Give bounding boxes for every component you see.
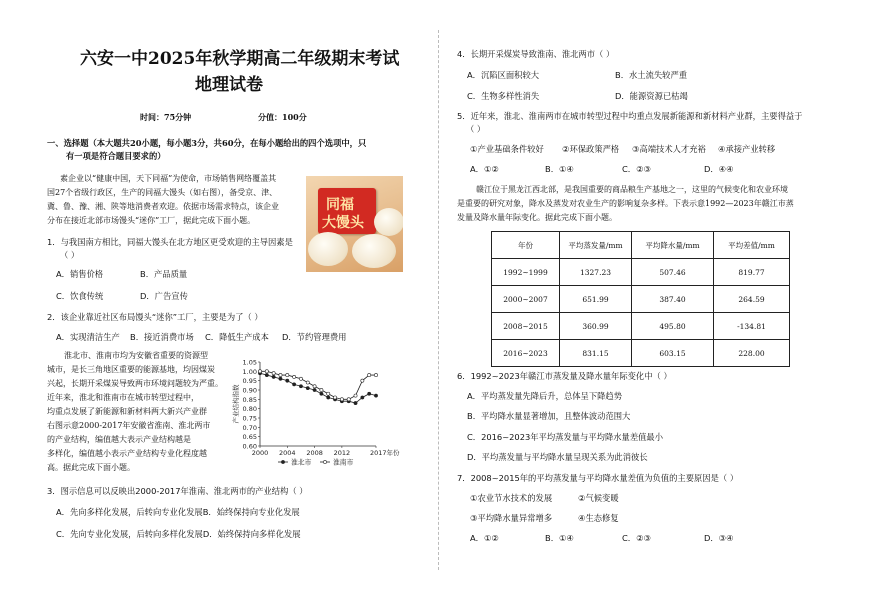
table-cell: 1992~1999 <box>492 259 560 286</box>
data-point-huaibei <box>313 388 316 391</box>
q2-option[interactable]: C．降低生产成本 <box>205 332 269 342</box>
q6-option[interactable]: C．2016~2023年平均蒸发量与平均降水量差值最小 <box>467 432 664 442</box>
q4-option[interactable]: B．水土流失较严重 <box>615 70 688 80</box>
data-point-huainan <box>347 398 350 401</box>
material2-line: 兴起，长期开采煤炭导致两市环境问题较为严重。 <box>47 379 223 388</box>
q4-option[interactable]: D．能源资源已枯竭 <box>615 91 688 101</box>
steamed-bun-photo <box>306 176 403 272</box>
x-tick-label: 2012 <box>333 449 351 457</box>
table-header-cell: 平均降水量/mm <box>632 232 714 259</box>
data-point-huainan <box>272 372 275 375</box>
material2-line: 高。据此完成下面小题。 <box>47 463 135 472</box>
table-header-row <box>492 232 790 259</box>
q1-stem: 1．与我国南方相比，同福大馒头在北方地区更受欢迎的主导因素是 <box>47 237 293 247</box>
data-point-huaibei <box>327 396 330 399</box>
table-cell: 1327.23 <box>560 259 632 286</box>
x-tick-label: 2017年份 <box>370 449 400 457</box>
q5-option[interactable]: C．②③ <box>622 164 651 174</box>
q5-item: ①产业基础条件较好 <box>470 144 544 154</box>
y-tick-label: 0.60 <box>242 442 257 451</box>
q7-option[interactable]: A．①② <box>470 533 499 543</box>
table-cell: 2000~2007 <box>492 286 560 313</box>
y-tick-label: 0.75 <box>242 414 257 423</box>
data-point-huaibei <box>272 375 275 378</box>
data-point-huainan <box>258 370 261 373</box>
q4-stem: 4．长期开采煤炭导致淮南、淮北两市（ ） <box>457 49 615 59</box>
table-header-cell: 平均蒸发量/mm <box>560 232 632 259</box>
data-point-huaibei <box>279 377 282 380</box>
data-point-huaibei <box>293 383 296 386</box>
data-point-huaibei <box>286 379 289 382</box>
table-row <box>492 286 790 313</box>
material3-line: 赣江位于黑龙江西北部，是我国重要的商品粮生产基地之一，这里的气候变化和农业环境 <box>476 185 788 194</box>
y-tick-label: 0.95 <box>242 377 257 386</box>
legend-marker <box>281 460 284 463</box>
q2-option[interactable]: A．实现清洁生产 <box>56 332 120 342</box>
industry-structure-chart <box>226 356 426 468</box>
data-point-huainan <box>368 373 371 376</box>
q7-stem: 7．2008~2015年的平均蒸发量与平均降水量差值为负值的主要原因是（ ） <box>457 473 739 483</box>
series-line-huainan <box>260 371 376 399</box>
q6-option[interactable]: A．平均蒸发量先降后升，总体呈下降趋势 <box>467 391 623 401</box>
q6-option[interactable]: D．平均蒸发量与平均降水量呈现关系为此消彼长 <box>467 452 648 462</box>
q7-item: ③平均降水量异常增多 <box>470 513 553 523</box>
q2-stem: 2．该企业靠近社区布局馒头“迷你”工厂，主要是为了（ ） <box>47 312 263 322</box>
data-point-huaibei <box>374 394 377 397</box>
data-point-huainan <box>374 373 377 376</box>
material2-line: 的产业结构，编值越大表示产业结构越是 <box>47 435 191 444</box>
q5-item: ④承接产业转移 <box>718 144 776 154</box>
q1-option[interactable]: C．饮食传统 <box>56 291 104 301</box>
x-tick-label: 2000 <box>251 449 269 457</box>
y-tick-label: 1.05 <box>242 358 257 367</box>
data-point-huainan <box>265 370 268 373</box>
data-point-huainan <box>320 388 323 391</box>
data-point-huainan <box>306 381 309 384</box>
material1-line: 素企业以“健康中国，天下同福”为使命，市场销售网络覆盖其 <box>60 174 277 183</box>
table-cell: -134.81 <box>714 313 790 340</box>
data-point-huaibei <box>306 387 309 390</box>
q1-stem-paren: （ ） <box>60 250 80 260</box>
table-cell: 651.99 <box>560 286 632 313</box>
table-header-cell: 平均差值/mm <box>714 232 790 259</box>
q5-option[interactable]: A．①② <box>470 164 499 174</box>
q4-option[interactable]: A．沉陷区面积较大 <box>467 70 540 80</box>
data-point-huainan <box>313 385 316 388</box>
material2-line: 均重点发展了新能源和新材料两大新兴产业群 <box>47 407 207 416</box>
table-cell: 2008~2015 <box>492 313 560 340</box>
q5-item: ②环保政策严格 <box>562 144 620 154</box>
section-heading-line2: 有一项是符合题目要求的） <box>66 151 166 161</box>
y-axis-label: 产业结构指数 <box>232 384 240 424</box>
product-box-text: 同福 <box>326 197 354 213</box>
q6-stem: 6．1992~2023年赣江市蒸发量及降水量年际变化中（ ） <box>457 371 672 381</box>
bun-image <box>374 208 403 236</box>
q7-option[interactable]: B．①④ <box>545 533 574 543</box>
table-cell: 387.40 <box>632 286 714 313</box>
material3-line: 发量及降水量年际变化。据此完成下面小题。 <box>457 213 617 222</box>
table-cell: 360.99 <box>560 313 632 340</box>
bun-image <box>352 234 396 268</box>
material2-line: 近年来，淮北和淮南市在城市转型过程中， <box>47 393 199 402</box>
data-point-huaibei <box>320 392 323 395</box>
y-tick-label: 0.85 <box>242 395 257 404</box>
q1-option[interactable]: D．广告宣传 <box>140 291 188 301</box>
table-cell: 507.46 <box>632 259 714 286</box>
legend-label: 淮南市 <box>333 458 354 467</box>
q6-option[interactable]: B．平均降水量显著增加，且整体波动范围大 <box>467 411 631 421</box>
material2-line: 淮北市、淮南市均为安徽省重要的资源型 <box>64 351 208 360</box>
data-point-huainan <box>361 379 364 382</box>
exam-title-line1: 六安一中2025年秋学期高二年级期末考试 <box>80 49 400 69</box>
q7-item: ②气候变暖 <box>578 493 619 503</box>
table-cell: 603.15 <box>632 340 714 367</box>
y-tick-label: 0.80 <box>242 405 257 414</box>
q5-stem: 5．近年来，淮北、淮南两市在城市转型过程中均重点发展新能源和新材料产业群，主要得益于 <box>457 111 803 121</box>
q2-option[interactable]: D．节约管理费用 <box>282 332 347 342</box>
product-box <box>318 188 376 234</box>
q7-item: ①农业节水技术的发展 <box>470 493 553 503</box>
data-point-huainan <box>293 375 296 378</box>
exam-score: 分值：100分 <box>258 112 307 122</box>
table-cell: 2016~2023 <box>492 340 560 367</box>
exam-title-line2: 地理试卷 <box>195 75 263 95</box>
material1-line: 冀、鲁、豫、湘、陕等地消费者欢迎。依据市场需求特点，该企业 <box>47 202 279 211</box>
y-tick-label: 0.65 <box>242 433 257 442</box>
x-tick-label: 2008 <box>306 449 323 457</box>
q7-option[interactable]: C．②③ <box>622 533 651 543</box>
exam-time: 时间：75分钟 <box>140 112 192 122</box>
data-point-huaibei <box>299 385 302 388</box>
data-point-huainan <box>340 398 343 401</box>
data-point-huaibei <box>361 396 364 399</box>
q5-option[interactable]: B．①④ <box>545 164 574 174</box>
q3-stem: 3．图示信息可以反映出2000-2017年淮南、淮北两市的产业结构（ ） <box>47 486 308 496</box>
legend-label: 淮北市 <box>291 458 312 467</box>
material1-line: 国27个省级行政区，生产的同福大馒头（如右图），备受京、津、 <box>47 188 278 197</box>
material2-line: 城市，是长三角地区重要的能源基地，均因煤炭 <box>47 365 215 374</box>
table-cell: 495.80 <box>632 313 714 340</box>
material2-line: 多样化，编值越小表示产业结构专业化程度越 <box>47 449 207 458</box>
material3-line: 是重要的研究对象，降水及蒸发对农业生产的影响复杂多样。下表示意1992—2023年赣江市蒸 <box>457 199 794 208</box>
q1-option[interactable]: A．销售价格 <box>56 269 104 279</box>
bun-image <box>308 232 348 266</box>
y-tick-label: 0.90 <box>242 386 257 395</box>
table-row <box>492 259 790 286</box>
material1-line: 分布在接近北部市场馒头“迷你”工厂，据此完成下面小题。 <box>47 216 256 225</box>
y-tick-label: 0.70 <box>242 423 257 432</box>
data-point-huainan <box>354 394 357 397</box>
column-divider <box>438 30 439 570</box>
q7-option[interactable]: D．③④ <box>704 533 734 543</box>
legend-marker <box>323 460 326 463</box>
q1-option[interactable]: B．产品质量 <box>140 269 188 279</box>
table-row <box>492 340 790 367</box>
data-point-huainan <box>299 377 302 380</box>
q5-item: ③高端技术人才充裕 <box>632 144 706 154</box>
data-point-huainan <box>286 373 289 376</box>
q7-item: ④生态修复 <box>578 513 619 523</box>
data-point-huaibei <box>354 401 357 404</box>
table-row <box>492 313 790 340</box>
data-point-huainan <box>333 396 336 399</box>
table-cell: 819.77 <box>714 259 790 286</box>
data-point-huainan <box>279 373 282 376</box>
table-header-cell: 年份 <box>492 232 560 259</box>
section-heading-line1: 一、选择题（本大题共20小题，每小题3分，共60分，在每小题给出的四个选项中，只 <box>47 138 367 148</box>
table-cell: 228.00 <box>714 340 790 367</box>
material2-line: 右图示意2000-2017年安徽省淮南、淮北两市 <box>47 421 211 430</box>
product-box-text: 大馒头 <box>322 215 364 231</box>
x-tick-label: 2004 <box>279 449 296 457</box>
data-point-huaibei <box>265 373 268 376</box>
q2-option[interactable]: B．接近消费市场 <box>130 332 194 342</box>
evaporation-precipitation-table <box>491 231 790 367</box>
data-point-huainan <box>327 392 330 395</box>
q5-option[interactable]: D．④④ <box>704 164 734 174</box>
q4-option[interactable]: C．生物多样性消失 <box>467 91 540 101</box>
q3-option[interactable]: C．先向专业化发展，后转向多样化发展D．始终保持向多样化发展 <box>56 529 301 539</box>
q5-stem-paren: （ ） <box>466 124 486 134</box>
table-cell: 831.15 <box>560 340 632 367</box>
table-cell: 264.59 <box>714 286 790 313</box>
y-tick-label: 1.00 <box>242 367 257 376</box>
data-point-huaibei <box>368 392 371 395</box>
q3-option[interactable]: A．先向多样化发展，后转向专业化发展B．始终保持向专业化发展 <box>56 507 300 517</box>
